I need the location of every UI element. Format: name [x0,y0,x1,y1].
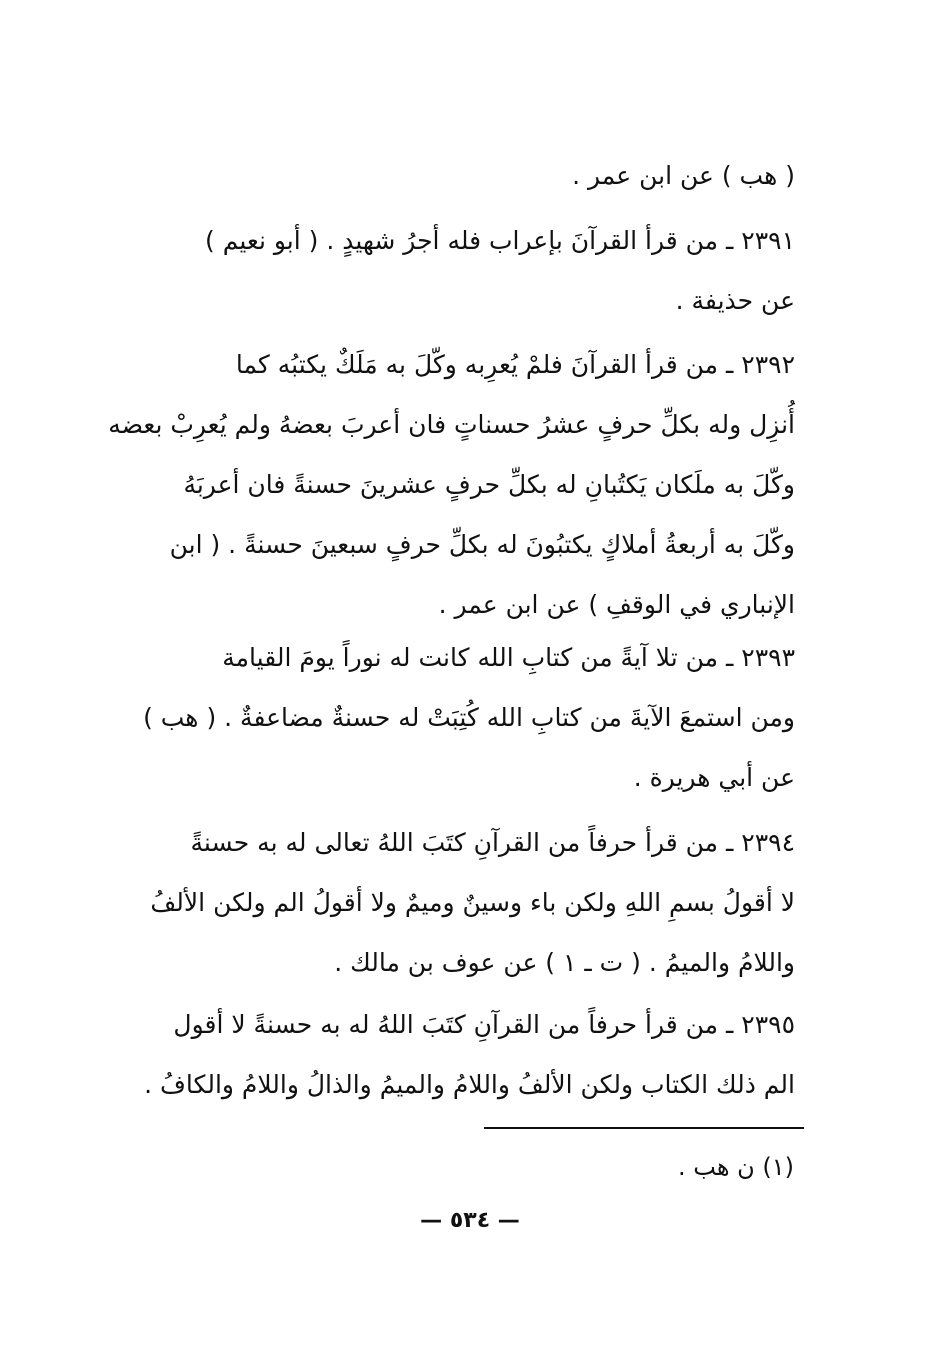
page-number: — ٥٣٤ — [420,1208,520,1233]
text-line: ٢٣٩٣ ـ من تلا آيةً من كتابِ الله كانت له نوراً يومَ القيامة [222,643,795,672]
text-line: ومن استمعَ الآيةَ من كتابِ الله كُتِبَتْ له حسنةٌ مضاعفةٌ . ( هب ) [143,703,795,732]
text-line: لا أقولُ بسمِ اللهِ ولكن باء وسينٌ وميمٌ ولا أقولُ الم ولكن الألفُ [150,888,795,917]
entry-continuation [100,146,795,206]
hadith-entry-2393 [100,628,795,808]
text-line: وكّلَ به أربعةُ أملاكٍ يكتبُونَ له بكلِّ حرفٍ سبعينَ حسنةً . ( ابن [169,530,795,559]
text-line: عن أبي هريرة . [633,763,795,792]
text-line: الم ذلك الكتاب ولكن الألفُ واللامُ والميمُ والذالُ واللامُ والكافُ . [144,1070,795,1099]
hadith-entry-2391 [100,211,795,331]
text-line: وكّلَ به ملَكان يَكتُبانِ له بكلِّ حرفٍ عشرينَ حسنةً فان أعربَهُ [183,470,795,499]
text-line: ( هب ) عن ابن عمر . [572,161,795,190]
text-line: ٢٣٩٤ ـ من قرأ حرفاً من القرآنِ كتَبَ اللهُ تعالى له به حسنةً [190,828,795,857]
hadith-entry-2395 [100,995,795,1115]
text-line: الإنباري في الوقفِ ) عن ابن عمر . [438,590,795,619]
footnote: (١) ن هب . [678,1153,794,1181]
text-line: أُنزِل وله بكلِّ حرفٍ عشرُ حسناتٍ فان أعربَ بعضهُ ولم يُعرِبْ بعضه [108,410,795,439]
text-line: واللامُ والميمُ . ( ت ـ ١ ) عن عوف بن مالك . [334,948,795,977]
hadith-entry-2394 [100,813,795,993]
text-line: ٢٣٩١ ـ من قرأ القرآنَ بإعراب فله أجرُ شهيدٍ . ( أبو نعيم ) [205,226,795,255]
text-line: ٢٣٩٢ ـ من قرأ القرآنَ فلمْ يُعرِبه وكّلَ به مَلَكٌ يكتبُه كما [235,350,795,379]
text-line: ٢٣٩٥ ـ من قرأ حرفاً من القرآنِ كتَبَ اللهُ له به حسنةً لا أقول [173,1010,795,1039]
footnote-divider [484,1127,804,1129]
hadith-entry-2392 [100,335,795,635]
text-line: عن حذيفة . [675,286,795,315]
